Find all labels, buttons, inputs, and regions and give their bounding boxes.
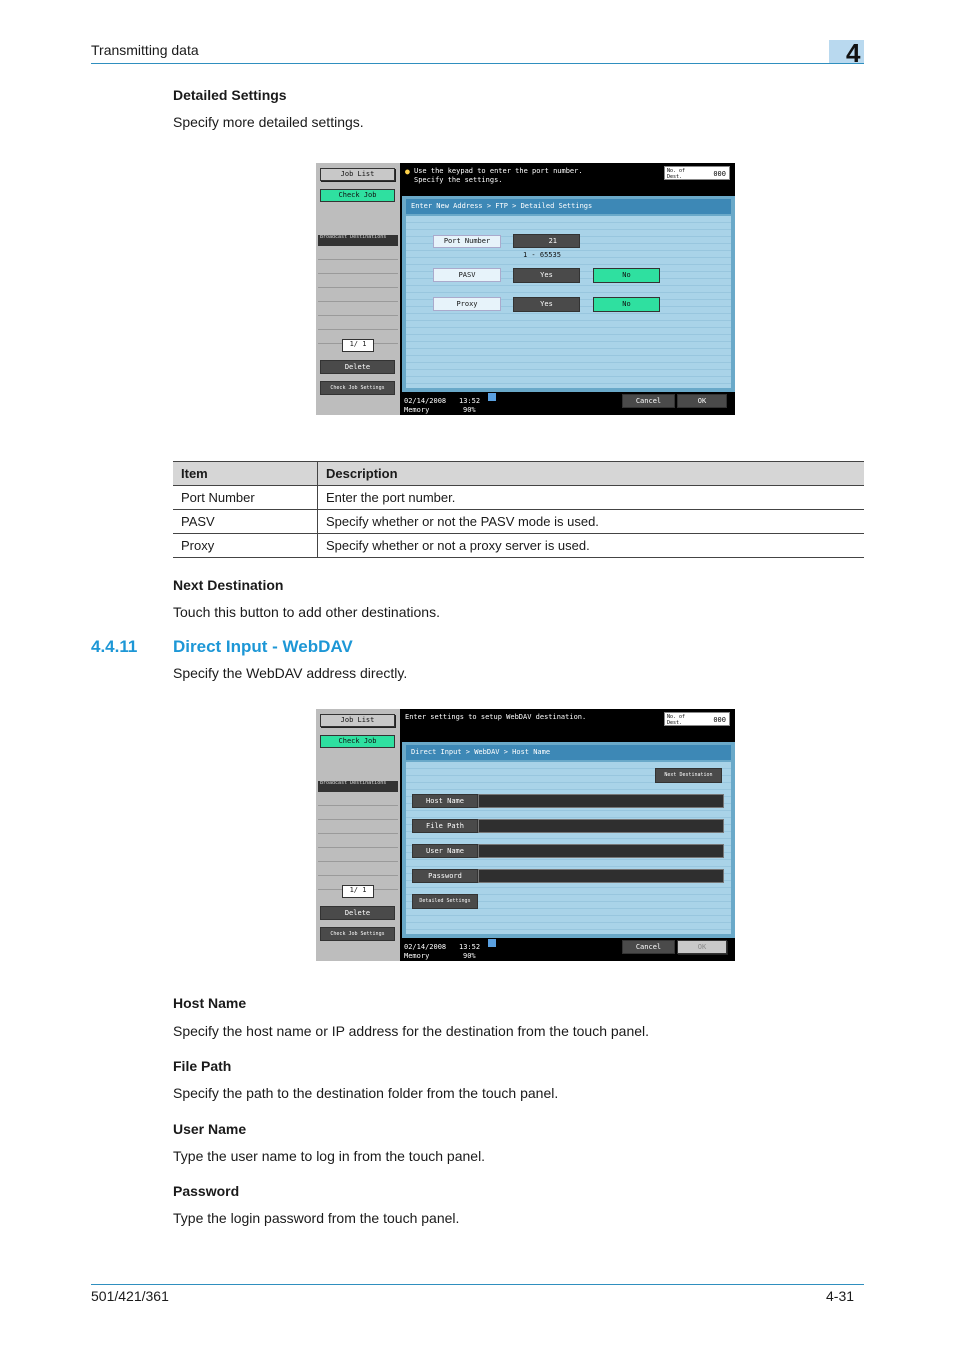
footer-model: 501/421/361 <box>91 1288 169 1304</box>
delete-button[interactable]: Delete <box>320 360 395 374</box>
left-panel <box>316 709 400 961</box>
lightbulb-icon: ● <box>405 167 410 176</box>
proxy-no-button[interactable]: No <box>593 297 660 312</box>
port-number-label: Port Number <box>433 235 501 248</box>
settings-table <box>173 461 864 558</box>
proxy-label: Proxy <box>433 297 501 311</box>
status-bar <box>402 392 612 415</box>
table-cell: Specify whether or not the PASV mode is used. <box>318 510 865 534</box>
table-cell: PASV <box>173 510 318 534</box>
status-time: 13:52 <box>459 943 481 951</box>
table-row <box>173 486 864 510</box>
host-name-text: Specify the host name or IP address for the destination from the touch panel. <box>173 1023 650 1039</box>
section-intro: Specify the WebDAV address directly. <box>173 665 408 681</box>
check-job-button[interactable]: Check Job <box>320 189 395 202</box>
password-text: Type the login password from the touch panel. <box>173 1210 460 1226</box>
job-list-button[interactable]: Job List <box>320 714 395 727</box>
status-percent: 90% <box>463 406 476 414</box>
detailed-settings-button[interactable]: Detailed Settings <box>412 894 478 909</box>
table-header-row <box>173 462 864 486</box>
status-date: 02/14/2008 <box>404 943 447 951</box>
user-name-heading: User Name <box>173 1121 247 1137</box>
destination-count-box: No. of Dest. 000 <box>664 166 730 180</box>
page-indicator: 1/ 1 <box>342 339 374 352</box>
column-header-item: Item <box>173 462 318 486</box>
breadcrumb: Direct Input > WebDAV > Host Name <box>406 745 731 760</box>
file-path-heading: File Path <box>173 1058 232 1074</box>
network-icon <box>488 939 496 947</box>
port-range: 1 - 65535 <box>523 251 561 259</box>
status-date: 02/14/2008 <box>404 397 447 405</box>
host-name-heading: Host Name <box>173 995 247 1011</box>
webdav-screenshot <box>316 709 735 961</box>
section-number: 4.4.11 <box>91 637 138 656</box>
user-name-button[interactable]: User Name <box>412 844 478 858</box>
detailed-settings-intro: Specify more detailed settings. <box>173 114 364 130</box>
message-line-1: Use the keypad to enter the port number. <box>414 167 583 175</box>
table-cell: Enter the port number. <box>318 486 865 510</box>
user-name-field[interactable] <box>478 844 724 858</box>
pasv-label: PASV <box>433 268 501 282</box>
detailed-settings-screenshot <box>316 163 735 415</box>
message-bar <box>402 163 735 196</box>
breadcrumb: Enter New Address > FTP > Detailed Settings <box>406 199 731 214</box>
job-list-button[interactable]: Job List <box>320 168 395 181</box>
detailed-settings-heading: Detailed Settings <box>173 87 287 103</box>
file-path-button[interactable]: File Path <box>412 819 478 833</box>
table-row <box>173 534 864 558</box>
running-header: Transmitting data <box>91 42 199 58</box>
page-indicator: 1/ 1 <box>342 885 374 898</box>
status-percent: 90% <box>463 952 476 960</box>
cancel-button[interactable]: Cancel <box>622 940 675 954</box>
check-job-button[interactable]: Check Job <box>320 735 395 748</box>
pasv-yes-button[interactable]: Yes <box>513 268 580 283</box>
message-line-2: Specify the settings. <box>414 176 503 184</box>
broadcast-destinations-label: Broadcast Destinations <box>318 781 398 792</box>
table-cell: Proxy <box>173 534 318 558</box>
next-destination-heading: Next Destination <box>173 577 284 593</box>
check-job-settings-button[interactable]: Check Job Settings <box>320 381 395 395</box>
next-destination-button[interactable]: Next Destination <box>655 768 722 783</box>
port-number-field[interactable]: 21 <box>513 234 580 248</box>
file-path-field[interactable] <box>478 819 724 833</box>
next-destination-text: Touch this button to add other destinations. <box>173 604 440 620</box>
table-cell: Specify whether or not a proxy server is used. <box>318 534 865 558</box>
status-bar <box>402 938 612 961</box>
cancel-button[interactable]: Cancel <box>622 394 675 408</box>
footer-rule <box>91 1284 864 1285</box>
left-panel <box>316 163 400 415</box>
file-path-text: Specify the path to the destination folder from the touch panel. <box>173 1085 559 1101</box>
host-name-field[interactable] <box>478 794 724 808</box>
webdav-panel <box>402 742 735 938</box>
ok-button[interactable]: OK <box>677 940 727 954</box>
settings-panel <box>402 196 735 392</box>
check-job-settings-button[interactable]: Check Job Settings <box>320 927 395 941</box>
status-memory: Memory <box>404 406 430 414</box>
delete-button[interactable]: Delete <box>320 906 395 920</box>
ok-button[interactable]: OK <box>677 394 727 408</box>
host-name-button[interactable]: Host Name <box>412 794 478 808</box>
destination-count-box: No. of Dest. 000 <box>664 712 730 726</box>
column-header-description: Description <box>318 462 865 486</box>
footer-page-number: 4-31 <box>826 1288 855 1304</box>
proxy-yes-button[interactable]: Yes <box>513 297 580 312</box>
password-field[interactable] <box>478 869 724 883</box>
chapter-number: 4 <box>846 38 861 68</box>
table-cell: Port Number <box>173 486 318 510</box>
password-button[interactable]: Password <box>412 869 478 883</box>
status-memory: Memory <box>404 952 430 960</box>
pasv-no-button[interactable]: No <box>593 268 660 283</box>
broadcast-destinations-label: Broadcast Destinations <box>318 235 398 246</box>
message-text: Enter settings to setup WebDAV destination. <box>405 713 587 721</box>
user-name-text: Type the user name to log in from the touch panel. <box>173 1148 486 1164</box>
password-heading: Password <box>173 1183 240 1199</box>
message-bar <box>402 709 735 742</box>
status-time: 13:52 <box>459 397 481 405</box>
header-rule <box>91 63 864 64</box>
section-title: Direct Input - WebDAV <box>173 637 353 656</box>
table-row <box>173 510 864 534</box>
network-icon <box>488 393 496 401</box>
